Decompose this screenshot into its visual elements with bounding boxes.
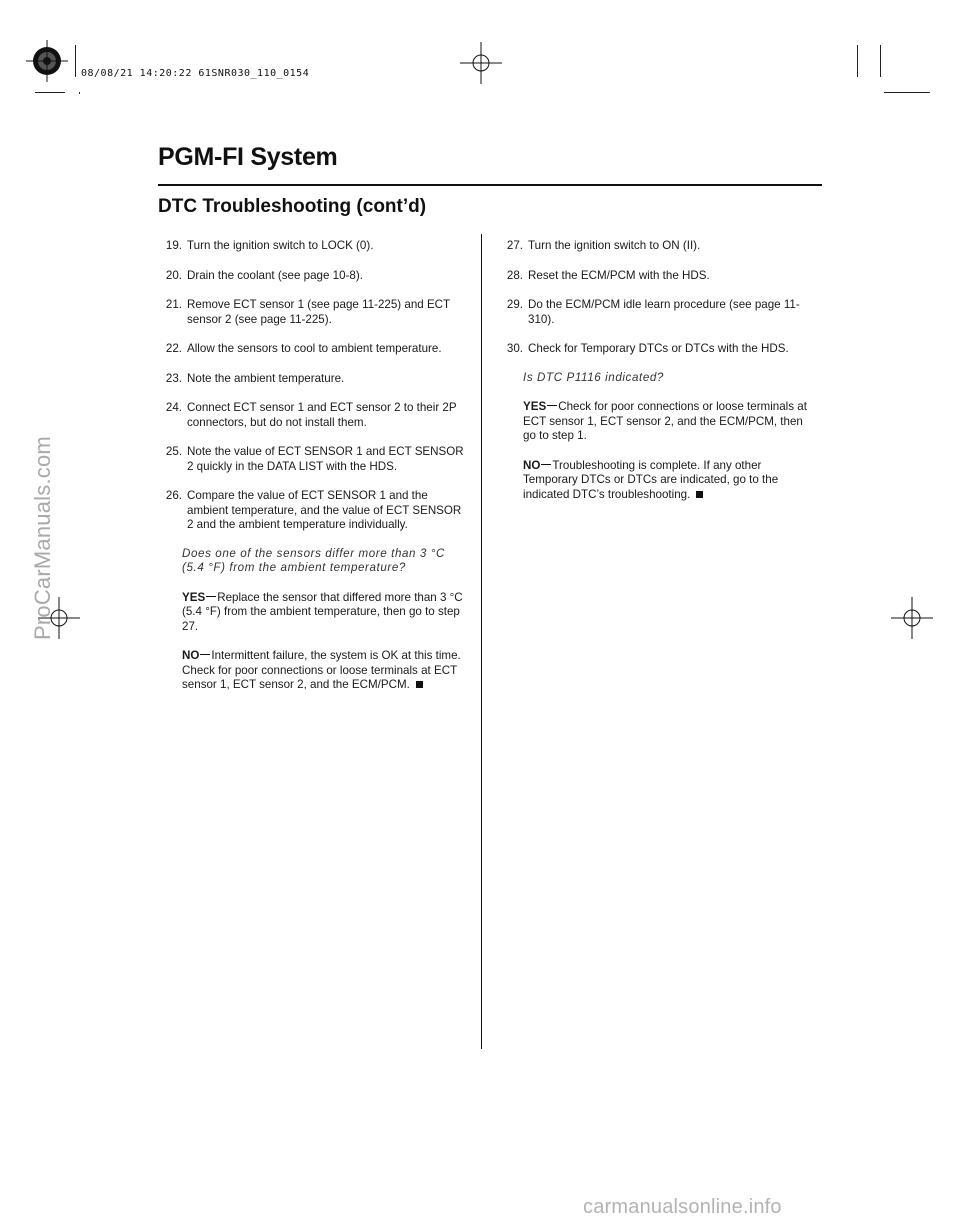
step-number: 24. (165, 401, 182, 414)
end-mark-icon (416, 681, 423, 688)
step-item (159, 269, 469, 284)
answer-no (182, 649, 469, 693)
step-item (159, 445, 469, 474)
step-item (500, 239, 810, 254)
step-text: Note the ambient temperature. (187, 371, 345, 385)
step-text: Compare the value of ECT SENSOR 1 and the ambient temperature, and the value of ECT SENSOR 2 and the ambient temperature individually. (187, 489, 462, 531)
step-number: 19. (165, 239, 182, 252)
answer-no (523, 459, 810, 503)
answer-yes (182, 591, 469, 635)
step-item (159, 489, 469, 533)
crop-mark (79, 92, 80, 94)
step-number: 30. (506, 342, 523, 355)
answer-yes-label: YES (523, 400, 547, 413)
step-text: Do the ECM/PCM idle learn procedure (see page 11-310). (528, 298, 800, 326)
step-number: 22. (165, 342, 182, 355)
step-item (500, 269, 810, 284)
step-number: 27. (506, 239, 523, 252)
registration-target-icon (26, 40, 68, 82)
step-number: 21. (165, 298, 182, 311)
answer-dash (547, 405, 557, 406)
step-item (500, 342, 810, 357)
step-number: 20. (165, 268, 182, 282)
answer-yes-label: YES (182, 590, 206, 604)
answer-yes-text: Replace the sensor that differed more than 3 °C (5.4 °F) from the ambient temperature, then go to step 27. (182, 590, 463, 633)
bottom-watermark: carmanualsonline.info (583, 1196, 782, 1218)
right-column (500, 239, 810, 517)
end-mark-icon (696, 491, 703, 498)
crop-mark (75, 45, 76, 77)
decision-question: Does one of the sensors differ more than 3 °C (5.4 °F) from the ambient temperature? (182, 546, 445, 574)
step-number: 25. (165, 445, 182, 458)
step-item (159, 298, 469, 327)
step-number: 29. (506, 298, 523, 311)
answer-dash (541, 464, 551, 465)
step-text: Turn the ignition switch to ON (II). (528, 239, 701, 252)
step-item (159, 401, 469, 430)
step-number: 26. (165, 489, 182, 502)
answer-dash (206, 596, 216, 597)
answer-yes (523, 400, 810, 444)
title-rule (158, 184, 822, 186)
section-subtitle: DTC Troubleshooting (cont’d) (158, 196, 427, 217)
step-text: Connect ECT sensor 1 and ECT sensor 2 to their 2P connectors, but do not install them. (187, 401, 457, 429)
crosshair-icon (891, 597, 933, 639)
crop-mark (884, 92, 930, 93)
answer-yes-text: Check for poor connections or loose terminals at ECT sensor 1, ECT sensor 2, and the ECM/PCM, then go to step 1. (523, 400, 807, 442)
step-item (500, 298, 810, 327)
crop-mark (857, 45, 858, 77)
step-item (159, 372, 469, 387)
page-title: PGM-FI System (158, 143, 338, 171)
step-item (159, 342, 469, 357)
answer-no-label: NO (182, 649, 200, 662)
decision-question: Is DTC P1116 indicated? (523, 370, 664, 384)
step-text: Note the value of ECT SENSOR 1 and ECT SENSOR 2 quickly in the DATA LIST with the HDS. (187, 445, 464, 473)
answer-no-text: Intermittent failure, the system is OK at this time. Check for poor connections or loose terminals at ECT sensor 1, ECT sensor 2, and the ECM/PCM. (182, 649, 461, 691)
answer-no-text: Troubleshooting is complete. If any other Temporary DTCs or DTCs are indicated, go to the indicated DTC’s troubleshooting. (523, 458, 779, 501)
crosshair-icon (460, 42, 502, 84)
side-watermark: ProCarManuals.com (30, 436, 55, 640)
step-item (159, 239, 469, 254)
answer-dash (200, 654, 210, 655)
step-text: Turn the ignition switch to LOCK (0). (187, 239, 374, 252)
print-stamp: 08/08/21 14:20:22 61SNR030_110_0154 (81, 68, 310, 79)
step-text: Drain the coolant (see page 10-8). (187, 268, 363, 282)
step-number: 23. (165, 371, 182, 385)
column-divider (481, 234, 482, 1049)
step-text: Remove ECT sensor 1 (see page 11-225) and ECT sensor 2 (see page 11-225). (187, 298, 450, 326)
left-column (159, 239, 469, 708)
crop-mark (35, 92, 65, 93)
step-text: Reset the ECM/PCM with the HDS. (528, 268, 710, 282)
step-number: 28. (506, 268, 523, 282)
crop-mark (880, 45, 881, 77)
step-text: Allow the sensors to cool to ambient temperature. (187, 342, 442, 355)
answer-no-label: NO (523, 458, 541, 472)
step-text: Check for Temporary DTCs or DTCs with the HDS. (528, 342, 789, 355)
